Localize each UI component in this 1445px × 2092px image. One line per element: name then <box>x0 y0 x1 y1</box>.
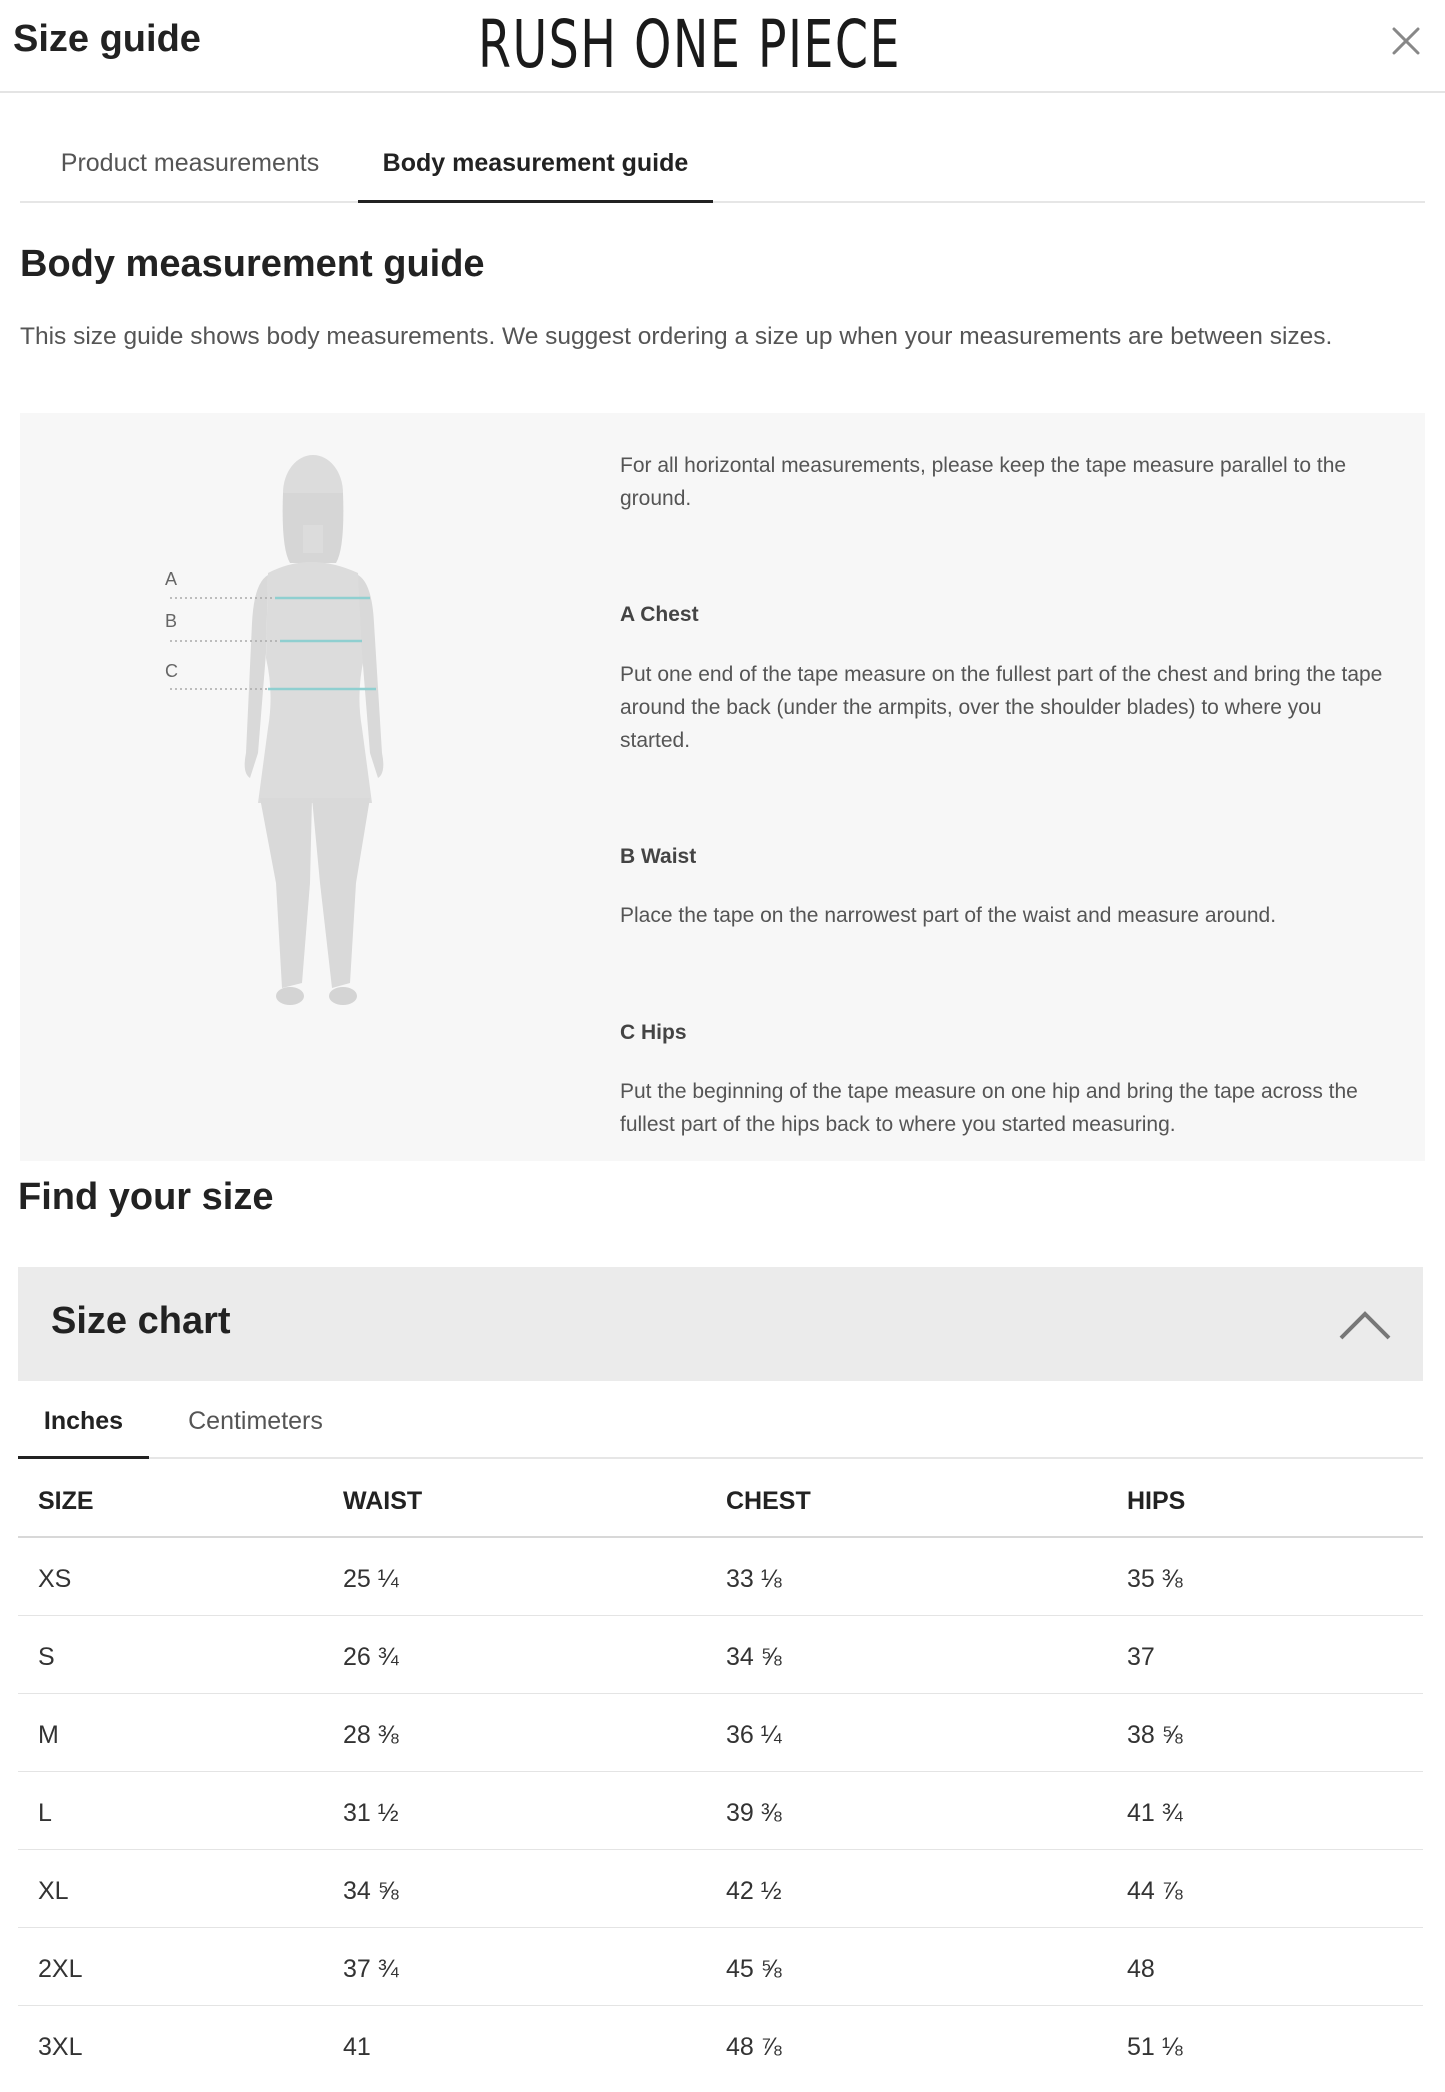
unit-tabs <box>18 1381 1423 1459</box>
hips-cell: 51 ⅛ <box>1127 2033 1183 2061</box>
table-row <box>18 2006 1423 2084</box>
chest-text: Put one end of the tape measure on the fullest part of the chest and bring the tape around the back (under the armpits, over the shoulder blades) to where you started. <box>620 663 1383 752</box>
tab-body-measurement-guide[interactable]: Body measurement guide <box>358 130 713 203</box>
size-cell: L <box>38 1799 52 1827</box>
waist-cell: 26 ¾ <box>343 1643 399 1671</box>
hips-text: Put the beginning of the tape measure on one hip and bring the tape across the fullest part of the hips back to where you started measuring. <box>620 1080 1358 1136</box>
table-row <box>18 1850 1423 1928</box>
waist-cell: 31 ½ <box>343 1799 399 1827</box>
close-icon <box>1385 20 1427 62</box>
find-size-title: Find your size <box>18 1176 274 1218</box>
chest-cell: 45 ⅝ <box>726 1955 782 1983</box>
chest-cell: 33 ⅛ <box>726 1565 782 1593</box>
size-cell: 3XL <box>38 2033 83 2061</box>
chest-cell: 42 ½ <box>726 1877 782 1905</box>
table-row <box>18 1772 1423 1850</box>
section-title: Body measurement guide <box>20 243 485 285</box>
chest-cell: 39 ⅜ <box>726 1799 782 1827</box>
waist-cell: 37 ¾ <box>343 1955 399 1983</box>
waist-cell: 28 ⅜ <box>343 1721 399 1749</box>
table-row <box>18 1694 1423 1772</box>
size-cell: XL <box>38 1877 69 1905</box>
size-cell: M <box>38 1721 59 1749</box>
waist-cell: 34 ⅝ <box>343 1877 399 1905</box>
column-header-size: SIZE <box>38 1487 94 1515</box>
size-cell: S <box>38 1643 55 1671</box>
modal-header <box>0 0 1445 93</box>
chest-heading: A Chest <box>620 603 699 626</box>
hips-cell: 38 ⅝ <box>1127 1721 1183 1749</box>
hips-heading: C Hips <box>620 1021 687 1044</box>
hips-cell: 41 ¾ <box>1127 1799 1183 1827</box>
size-chart-toggle[interactable] <box>18 1267 1423 1381</box>
close-button[interactable] <box>1385 20 1427 62</box>
brand-logo: RUSH ONE PIECE <box>478 6 901 83</box>
chevron-up-icon <box>1338 1307 1392 1341</box>
waist-cell: 41 <box>343 2033 371 2061</box>
guide-tabs <box>20 130 1425 203</box>
table-row <box>18 1538 1423 1616</box>
column-header-chest: CHEST <box>726 1487 811 1515</box>
measurement-guide-panel <box>20 413 1425 1161</box>
size-cell: 2XL <box>38 1955 83 1983</box>
column-header-waist: WAIST <box>343 1487 423 1515</box>
size-chart-title: Size chart <box>51 1300 231 1342</box>
waist-heading: B Waist <box>620 845 697 868</box>
chest-cell: 34 ⅝ <box>726 1643 782 1671</box>
figure-label-c: C <box>165 661 178 681</box>
waist-text: Place the tape on the narrowest part of the waist and measure around. <box>620 904 1277 927</box>
table-header-row <box>18 1460 1423 1538</box>
size-cell: XS <box>38 1565 72 1593</box>
tab-product-measurements[interactable]: Product measurements <box>60 149 320 177</box>
tab-centimeters[interactable]: Centimeters <box>188 1407 323 1435</box>
modal-title: Size guide <box>13 18 201 60</box>
table-row <box>18 1928 1423 2006</box>
table-row <box>18 1616 1423 1694</box>
column-header-hips: HIPS <box>1127 1487 1186 1515</box>
waist-cell: 25 ¼ <box>343 1565 399 1593</box>
figure-label-a: A <box>165 569 178 589</box>
chest-cell: 48 ⅞ <box>726 2033 782 2061</box>
size-table <box>18 1460 1423 2084</box>
guide-note: For all horizontal measurements, please keep the tape measure parallel to the ground. <box>620 454 1347 510</box>
hips-cell: 44 ⅞ <box>1127 1877 1183 1905</box>
tab-inches[interactable]: Inches <box>18 1381 149 1459</box>
hips-cell: 48 <box>1127 1955 1155 1983</box>
body-silhouette-icon <box>150 453 410 1013</box>
body-figure <box>150 453 410 1013</box>
hips-cell: 37 <box>1127 1643 1155 1671</box>
chest-cell: 36 ¼ <box>726 1721 782 1749</box>
hips-cell: 35 ⅜ <box>1127 1565 1183 1593</box>
intro-text: This size guide shows body measurements. We suggest ordering a size up when your measurements are between sizes. <box>20 323 1333 350</box>
figure-label-b: B <box>165 611 178 631</box>
